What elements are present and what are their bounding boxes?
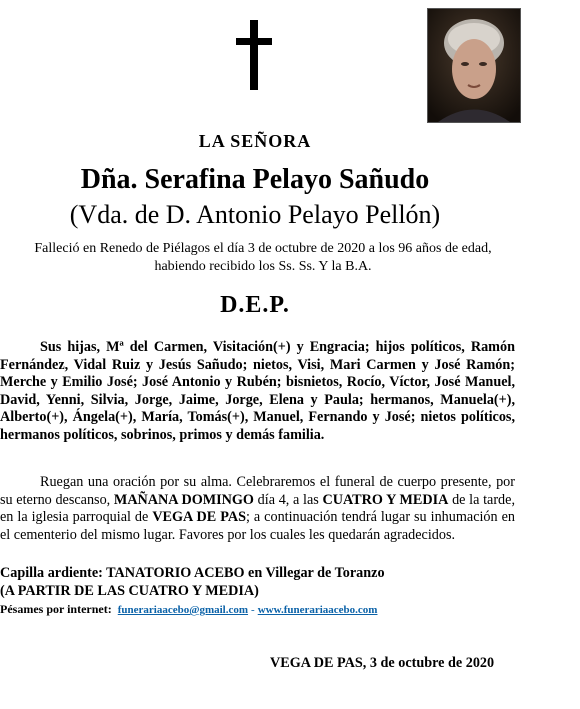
deceased-name: Dña. Serafina Pelayo Sañudo: [80, 164, 430, 195]
condolences-label: Pésames por internet:: [0, 602, 112, 616]
latin-cross-icon: [236, 20, 272, 90]
website-link[interactable]: www.funerariaacebo.com: [257, 604, 378, 616]
funeral-chapel: Capilla ardiente: TANATORIO ACEBO en Villegar de Toranzo: [0, 565, 385, 581]
widow-of-line: (Vda. de D. Antonio Pelayo Pellón): [69, 200, 441, 229]
funeral-paragraph: [0, 474, 515, 544]
portrait-photo: [427, 8, 521, 123]
funeral-day: MAÑANA DOMINGO: [113, 491, 254, 508]
funeral-time: CUATRO Y MEDIA: [322, 491, 449, 508]
death-notice: Falleció en Renedo de Piélagos el día 3 de octubre de 2020 a los 96 años de edad, habiendo recibido los Ss. Ss. Y la B.A.: [34, 241, 492, 274]
email-link[interactable]: funerariaacebo@gmail.com: [117, 604, 249, 616]
family-paragraph: Sus hijas, Mª del Carmen, Visitación(+) y Engracia; hijos políticos, Ramón Fernández, Vidal Ruiz y Jesús Sañudo; nietos, Visi, Mari Carmen y José Ramón; Merche y Emilio José; José Antonio y Rubén; bisnietos, Rocío, Víctor, José Manuel, David, Yenni, Silvia, Jorge, Jaime, Jorge, Elena y Paula; hermanos, Manuela(+), Alberto(+), Ángela(+), María, Tomás(+), Manuel, Fernando y José; nietos políticos, hermanos políticos, sobrinos, primos y demás familia.: [0, 339, 515, 443]
deceased-title: LA SEÑORA: [198, 131, 312, 151]
place-date: VEGA DE PAS, 3 de octubre de 2020: [270, 655, 495, 671]
prayer-text: día 4, a las: [253, 491, 323, 508]
prayer-text: Ruegan una oración por su alma. Celebraremos el funeral de cuerpo presente, por su eterno descanso,: [0, 474, 515, 508]
funeral-place: VEGA DE PAS: [152, 509, 246, 526]
chapel-time: (A PARTIR DE LAS CUATRO Y MEDIA): [0, 583, 259, 599]
rest-in-peace: D.E.P.: [220, 292, 290, 318]
prayer-text: de la tarde, en la iglesia parroquial de: [0, 491, 515, 526]
separator: -: [251, 604, 255, 616]
prayer-text: ; a continuación tendrá lugar su inhumación en el cementerio del mismo lugar. Favores por los cuales les quedarán agradecidos.: [0, 509, 516, 543]
condolences-line: [0, 601, 377, 620]
